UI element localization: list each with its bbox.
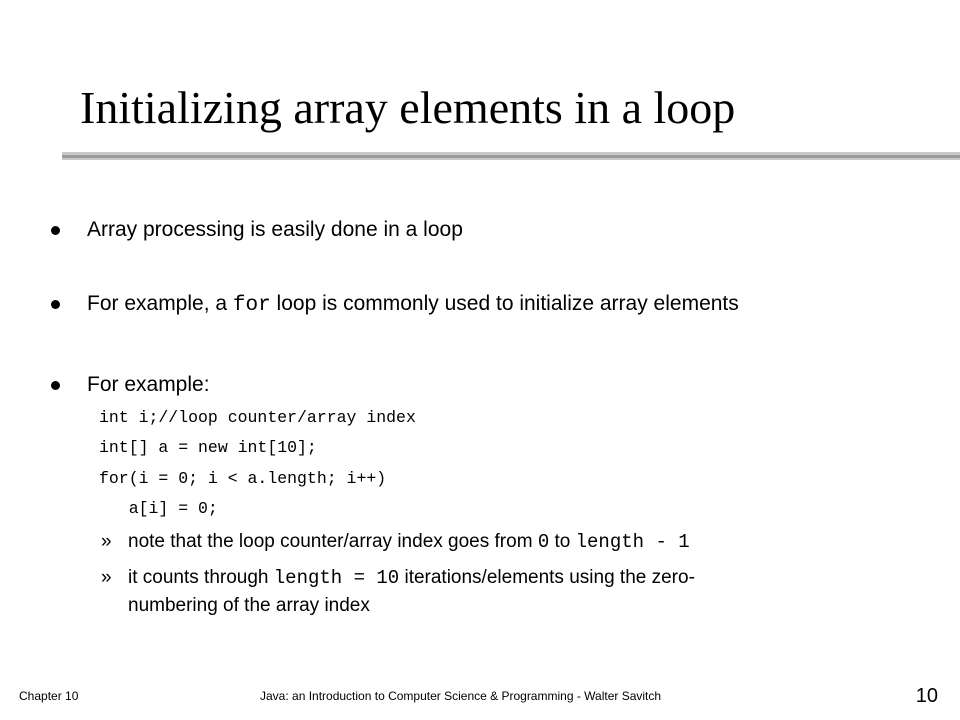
- footer-book: Java: an Introduction to Computer Science & Programming - Walter Savitch: [260, 689, 662, 703]
- sub-2-code: length = 10: [273, 567, 400, 589]
- code-line: a[i] = 0;: [99, 499, 218, 518]
- sub-1-code-b: length - 1: [575, 531, 690, 553]
- page-number: 10: [915, 685, 938, 707]
- sub-1-code-a: 0: [537, 531, 550, 553]
- sub-1-text-a: note that the loop counter/array index goes from: [128, 531, 538, 552]
- title-rule-light: [62, 158, 960, 160]
- sub-bullet-2-continued: numbering of the array index: [128, 595, 370, 616]
- slide-title: Initializing array elements in a loop: [80, 82, 736, 133]
- bullet-3: For example:: [87, 373, 210, 396]
- footer-chapter: Chapter 10: [19, 689, 79, 703]
- sub-1-text-b: to: [549, 531, 576, 552]
- code-line: for(i = 0; i < a.length; i++): [99, 469, 387, 488]
- code-line: int[] a = new int[10];: [99, 438, 317, 457]
- bullet-dot-icon: [51, 381, 60, 390]
- bullet-2: [87, 291, 739, 319]
- bullet-2-text-b: loop is commonly used to initialize array elements: [270, 292, 739, 315]
- sub-2-text-a: it counts through: [128, 567, 274, 588]
- sub-bullet-1: [128, 530, 690, 554]
- sub-bullet-marker: »: [101, 531, 112, 552]
- bullet-2-code: for: [232, 294, 271, 317]
- bullet-dot-icon: [51, 300, 60, 309]
- bullet-1: Array processing is easily done in a loop: [87, 218, 463, 241]
- bullet-dot-icon: [51, 226, 60, 235]
- sub-bullet-marker: »: [101, 567, 112, 588]
- code-line: int i;//loop counter/array index: [99, 408, 416, 427]
- bullet-2-text-a: For example, a: [87, 292, 233, 315]
- sub-bullet-2: [128, 566, 695, 590]
- sub-2-text-b: iterations/elements using the zero-: [399, 567, 695, 588]
